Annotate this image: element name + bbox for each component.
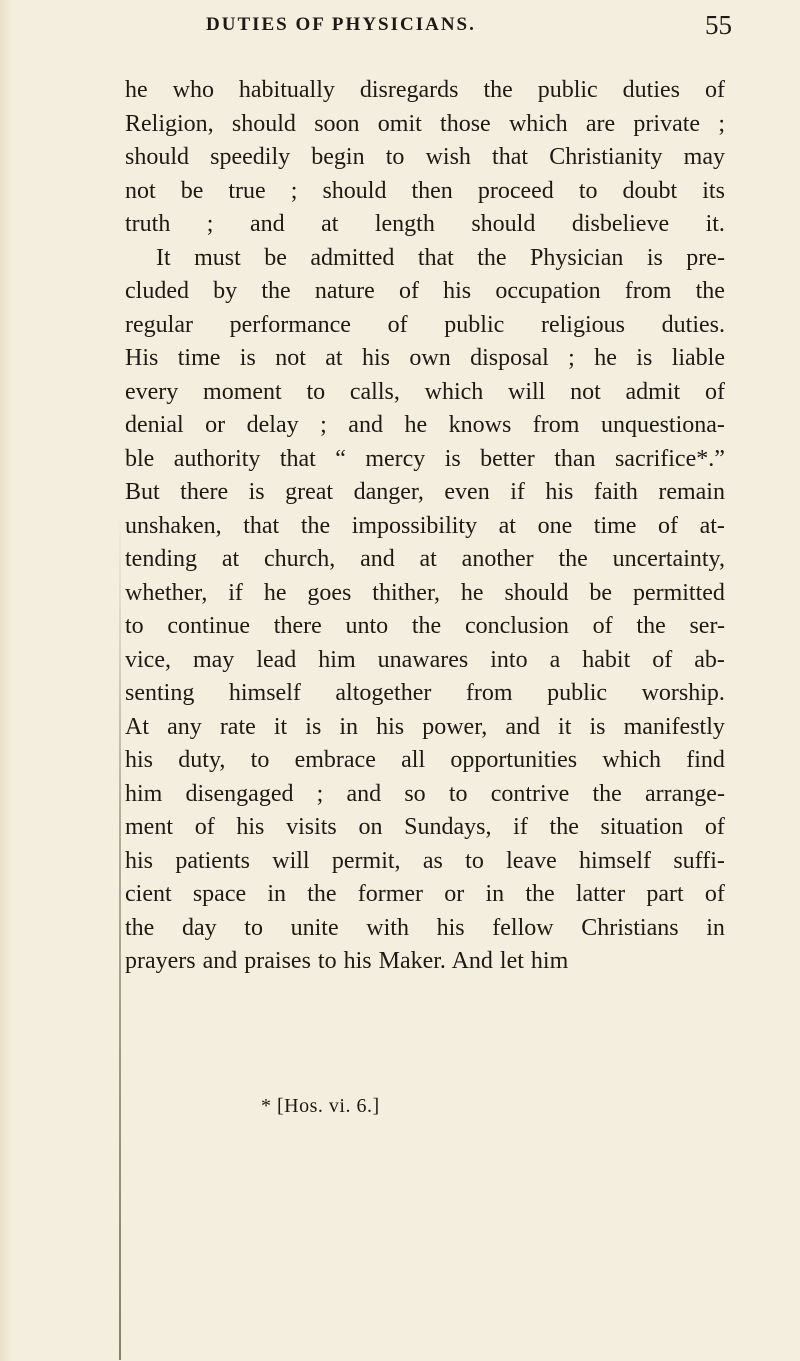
word: moment [203, 378, 282, 405]
text-line [125, 577, 725, 611]
word: tending [125, 546, 197, 572]
text-line [125, 275, 725, 309]
word: “ [335, 445, 346, 472]
word: patients [175, 847, 250, 874]
word: by [213, 278, 238, 304]
text-line [125, 778, 725, 812]
word: time [593, 512, 637, 539]
word: any [167, 713, 202, 740]
word: regular [125, 311, 193, 338]
word: the [695, 278, 725, 304]
word: begin [311, 144, 365, 170]
word: which [508, 110, 568, 137]
word: disengaged [185, 780, 294, 807]
word: who [172, 77, 214, 103]
word: all [401, 747, 426, 773]
word: his [376, 713, 405, 740]
word: he [263, 579, 287, 606]
word: of [704, 77, 725, 103]
word: the [636, 613, 666, 639]
word: at [419, 546, 437, 572]
word: the [483, 77, 513, 103]
text-line [125, 108, 725, 142]
text-line [125, 677, 725, 711]
word: his [361, 345, 390, 371]
text-line [125, 845, 725, 879]
word: the [549, 814, 579, 840]
word: calls, [349, 378, 400, 405]
word: denial [125, 412, 184, 438]
word: he [460, 579, 484, 606]
word: public [444, 311, 505, 338]
word: find [686, 747, 725, 773]
word: of [194, 814, 215, 840]
word: knows [448, 412, 512, 438]
word: him [125, 780, 163, 807]
word: time [177, 345, 221, 371]
word: Christians [581, 914, 679, 941]
word: of [592, 613, 613, 639]
word: ser- [689, 613, 725, 639]
word: duties. [661, 311, 725, 338]
word: unquestiona- [600, 412, 725, 438]
word: omit [377, 110, 422, 137]
word: Sundays, [404, 814, 492, 840]
word: disposal [470, 345, 549, 371]
word: its [702, 177, 725, 204]
text-line [125, 409, 725, 443]
word: than [554, 445, 596, 472]
body-text [125, 74, 725, 979]
word: in [485, 881, 505, 907]
word: should [504, 579, 569, 606]
word: is [636, 345, 653, 371]
word: cient [125, 881, 172, 907]
word: ble [125, 445, 155, 472]
word: his [545, 479, 574, 505]
word: permitted [632, 579, 725, 606]
word: danger, [353, 479, 424, 505]
word: authority [173, 445, 261, 472]
word: from [532, 412, 580, 438]
word: be [589, 579, 613, 606]
text-line [125, 543, 725, 577]
word: even [444, 479, 490, 505]
word: which [424, 378, 484, 405]
word: are [585, 110, 616, 137]
running-title: DUTIES OF PHYSICIANS. [206, 14, 476, 35]
text-line [125, 878, 725, 912]
word: wish [425, 144, 471, 170]
text-line [125, 811, 725, 845]
text-line [125, 912, 725, 946]
word: and [505, 713, 540, 740]
word: disregards [359, 77, 459, 103]
page-edge-shadow [0, 0, 12, 1361]
text-line [125, 476, 725, 510]
word: nature [314, 278, 375, 304]
word: will [272, 847, 310, 874]
word: the [411, 613, 442, 639]
word: sacrifice*.” [614, 445, 725, 472]
word: public [547, 680, 608, 706]
word: religious [540, 311, 625, 338]
word: that [417, 244, 454, 271]
word: to [465, 847, 484, 874]
word: is [305, 713, 322, 740]
word: one [537, 512, 573, 539]
word: to [578, 177, 598, 204]
word: Religion, [125, 110, 214, 137]
word: will [508, 378, 546, 405]
word: or [444, 881, 465, 907]
word: on [358, 814, 383, 840]
word: mercy [365, 445, 426, 472]
word: the [125, 914, 155, 941]
word: is [589, 713, 606, 740]
word: of [658, 512, 679, 539]
word: ment [125, 814, 173, 840]
text-line [125, 443, 725, 477]
word: unshaken, [125, 512, 222, 539]
word: his [436, 914, 465, 941]
word: in [339, 713, 359, 740]
word: should [471, 211, 536, 237]
word: truth [125, 211, 171, 237]
word: of [387, 311, 408, 338]
word: he [594, 345, 617, 371]
word: with [366, 914, 409, 941]
word: vice, [125, 646, 171, 673]
word: speedily [210, 144, 291, 170]
word: faith [593, 479, 638, 505]
word: himself [579, 847, 652, 874]
word: church, [263, 546, 336, 572]
word: his [236, 814, 265, 840]
word: if [510, 479, 525, 505]
word: from [465, 680, 513, 706]
word: disbelieve [571, 211, 670, 237]
word: at- [699, 512, 725, 539]
word: senting [125, 680, 195, 706]
word: situation [600, 814, 684, 840]
word: admitted [310, 244, 395, 271]
word: soon [314, 110, 360, 137]
text-line [125, 141, 725, 175]
word: is [248, 479, 265, 505]
word: so [404, 780, 426, 807]
word: there [273, 613, 322, 639]
word: that [243, 512, 280, 539]
word: conclusion [464, 613, 569, 639]
word: unite [290, 914, 339, 941]
word: remain [658, 479, 725, 505]
word: cluded [125, 278, 189, 304]
word: opportunities [450, 747, 578, 773]
word: his [125, 847, 154, 874]
word: whether, [125, 579, 208, 606]
word: and [348, 412, 383, 438]
word: visits [286, 814, 337, 840]
word: that [492, 144, 529, 170]
word: Christianity [549, 144, 663, 170]
word: may [192, 646, 235, 673]
word: day [181, 914, 217, 941]
word: at [221, 546, 240, 572]
word: manifestly [623, 713, 725, 740]
text-line [125, 510, 725, 544]
text-line [125, 342, 725, 376]
word: of [652, 646, 673, 673]
word: habitually [238, 77, 335, 103]
word: those [440, 110, 491, 137]
word: to [125, 613, 144, 639]
text-line [125, 644, 725, 678]
word: then [411, 177, 453, 204]
word: as [422, 847, 443, 874]
word: delay [246, 412, 299, 438]
word: better [480, 445, 535, 472]
word: should [231, 110, 296, 137]
word: duties [622, 77, 680, 103]
word: habit [582, 646, 631, 673]
word: him [318, 646, 356, 673]
word: it. [705, 211, 725, 237]
running-head [120, 10, 740, 50]
text-line: prayers and praises to his Maker. And let him [125, 948, 569, 974]
word: contrive [490, 780, 570, 807]
word: of [704, 881, 725, 907]
word: uncertainty, [612, 546, 725, 572]
word: duty, [178, 747, 226, 773]
word: in [267, 881, 287, 907]
word: to [244, 914, 263, 941]
word: public [537, 77, 598, 103]
word: the [300, 512, 331, 539]
word: be [264, 244, 287, 271]
word: to [250, 747, 270, 773]
word: at [325, 345, 343, 371]
word: arrange- [645, 780, 725, 807]
word: part [646, 881, 684, 907]
word: the [261, 278, 291, 304]
word: he [125, 77, 148, 103]
word: another [461, 546, 534, 572]
word: ; [316, 780, 324, 807]
word: the [307, 881, 337, 907]
word: not [275, 345, 306, 371]
word: to [448, 780, 468, 807]
word: occupation [495, 278, 601, 304]
word: liable [671, 345, 725, 371]
word: should [322, 177, 387, 204]
word: unto [345, 613, 389, 639]
text-line [125, 376, 725, 410]
word: a [549, 646, 561, 673]
word: he [404, 412, 428, 438]
word: of [398, 278, 419, 304]
word: proceed [477, 177, 554, 204]
text-line [125, 610, 725, 644]
word: the [477, 244, 507, 271]
word: which [602, 747, 661, 773]
word: if [513, 814, 528, 840]
word: into [490, 646, 528, 673]
word: is [444, 445, 461, 472]
word: ab- [694, 646, 725, 673]
word: and [360, 546, 395, 572]
word: altogether [335, 680, 432, 706]
word: and [346, 780, 382, 807]
word: fellow [492, 914, 554, 941]
word: At [125, 713, 149, 740]
word: at [321, 211, 339, 237]
word: his [443, 278, 472, 304]
word: that [279, 445, 316, 472]
word: ; [206, 211, 214, 237]
word: embrace [294, 747, 376, 773]
word: It [156, 244, 171, 271]
word: in [706, 914, 725, 941]
word: from [624, 278, 672, 304]
word: if [228, 579, 243, 606]
word: it [558, 713, 572, 740]
word: thither, [372, 579, 440, 606]
word: lead [256, 646, 297, 673]
word: the [525, 881, 555, 907]
word: worship. [641, 680, 725, 706]
word: the [592, 780, 622, 807]
footnote: * [Hos. vi. 6.] [261, 1095, 380, 1117]
word: ; [568, 345, 575, 371]
word: Physician [530, 244, 624, 271]
word: true [228, 177, 266, 204]
word: latter [575, 881, 626, 907]
text-line [125, 208, 725, 242]
word: it [273, 713, 288, 740]
word: leave [506, 847, 557, 874]
word: is [239, 345, 256, 371]
word: pre- [686, 244, 725, 271]
word: great [285, 479, 334, 505]
word: But [125, 479, 160, 505]
word: ; [718, 110, 725, 137]
word: unawares [377, 646, 469, 673]
text-line [125, 711, 725, 745]
text-line [125, 74, 725, 108]
text-line [125, 175, 725, 209]
text-line-paragraph-start [125, 242, 725, 276]
binding-shadow [119, 515, 121, 1360]
word: performance [229, 311, 351, 338]
word: admit [625, 378, 681, 405]
word: should [125, 144, 190, 170]
word: or [205, 412, 226, 438]
word: own [409, 345, 451, 371]
word: every [125, 378, 179, 405]
word: space [192, 881, 247, 907]
word: power, [422, 713, 488, 740]
word: his [125, 747, 154, 773]
word: permit, [331, 847, 401, 874]
word: private [633, 110, 701, 137]
text-line [125, 744, 725, 778]
word: there [180, 479, 229, 505]
word: continue [167, 613, 251, 639]
word: suffi- [673, 847, 725, 874]
word: himself [228, 680, 301, 706]
word: ; [290, 177, 298, 204]
word: His [125, 345, 159, 371]
word: not [125, 177, 156, 204]
word: goes [307, 579, 352, 606]
word: be [180, 177, 204, 204]
word: and [249, 211, 285, 237]
word: doubt [622, 177, 678, 204]
word: the [558, 546, 588, 572]
word: to [385, 144, 405, 170]
word: not [570, 378, 601, 405]
word: of [704, 378, 725, 405]
word: to [306, 378, 326, 405]
word: must [194, 244, 241, 271]
page-number: 55 [705, 10, 732, 40]
word: at [498, 512, 516, 539]
word: length [374, 211, 435, 237]
word: ; [320, 412, 327, 438]
word: of [704, 814, 725, 840]
word: is [646, 244, 663, 271]
word: may [683, 144, 725, 170]
word: impossibility [351, 512, 478, 539]
word: former [357, 881, 424, 907]
text-line [125, 309, 725, 343]
word: rate [219, 713, 256, 740]
